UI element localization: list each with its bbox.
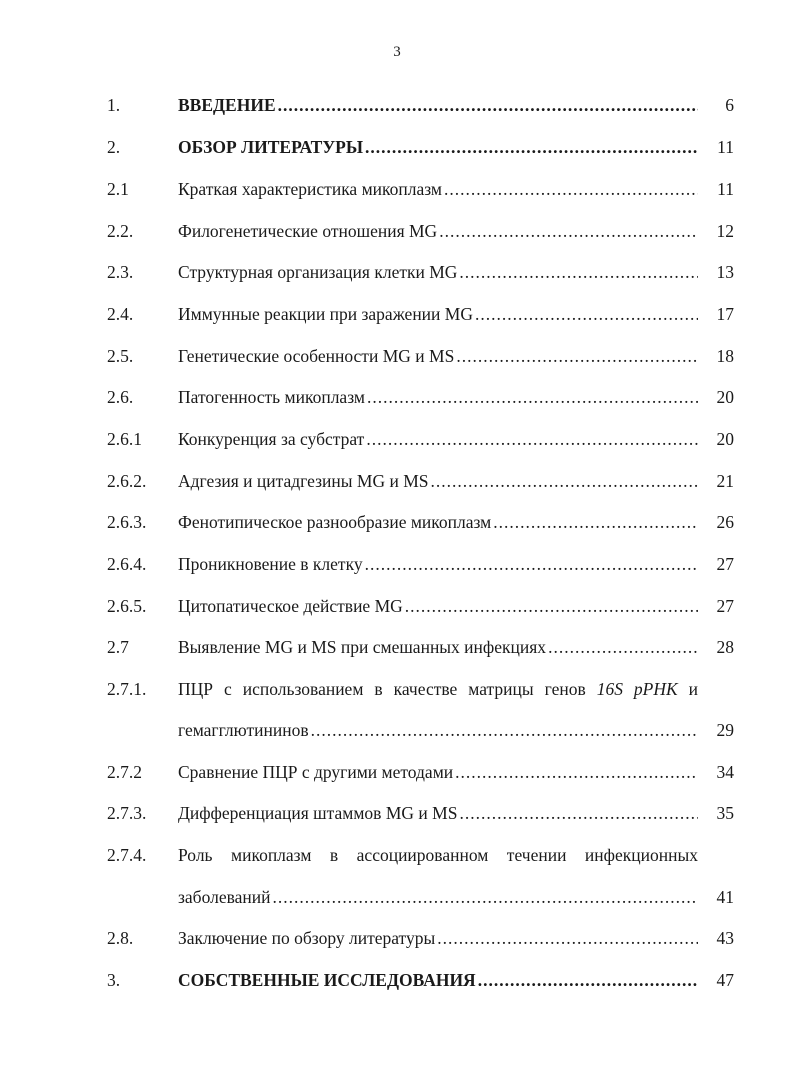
toc-entry-literature-review: [0, 134, 794, 160]
toc-entry-title: Адгезия и цитадгезины MG и MS: [178, 471, 429, 491]
toc-entry-page: 12: [716, 221, 734, 241]
toc-entry-page: 11: [717, 137, 734, 157]
toc-entry: [0, 800, 794, 826]
toc-entry-own-research: [0, 967, 794, 993]
leader-dots: [437, 925, 698, 951]
toc-entry-multiline-line2: [0, 884, 794, 910]
toc-entry-title: Выявление MG и MS при смешанных инфекциях: [178, 637, 547, 657]
toc-entry: [0, 925, 794, 951]
leader-dots: [455, 759, 698, 785]
leader-dots: [444, 176, 698, 202]
toc-entry: [0, 426, 794, 452]
toc-entry-page: 29: [716, 720, 734, 740]
toc-entry: [0, 468, 794, 494]
toc-entry-number: 2.6.4.: [107, 554, 147, 574]
toc-entry-page: 28: [716, 637, 734, 657]
leader-dots: [366, 426, 698, 452]
toc-entry-title: Конкуренция за субстрат: [178, 429, 365, 449]
toc-entry-number: 2.: [107, 137, 121, 157]
toc-entry-title-line1: Роль микоплазм в ассоциированном течении инфекционных: [178, 845, 698, 865]
toc-entry-multiline-line2: [0, 717, 794, 743]
toc-entry-page: 18: [716, 346, 734, 366]
toc-entry-number: 2.2.: [107, 221, 134, 241]
toc-entry-title: Проникновение в клетку: [178, 554, 363, 574]
leader-dots: [405, 593, 698, 619]
toc-entry-page: 41: [716, 887, 734, 907]
toc-entry-page: 20: [716, 387, 734, 407]
toc-entry-number: 1.: [107, 95, 121, 115]
leader-dots: [365, 134, 698, 160]
leader-dots: [493, 509, 698, 535]
leader-dots: [365, 551, 698, 577]
toc-entry: [0, 509, 794, 535]
toc-entry-page: 27: [716, 596, 734, 616]
leader-dots: [367, 384, 698, 410]
page-number: 3: [393, 44, 401, 60]
toc-entry-page: 47: [716, 970, 734, 990]
toc-entry-multiline-line1: [0, 842, 794, 868]
toc-entry-title: Патогенность микоплазм: [178, 387, 365, 407]
toc-entry-number: 2.5.: [107, 346, 134, 366]
gene-name-italic: 16S рРНК: [596, 679, 678, 699]
toc-entry: [0, 384, 794, 410]
toc-entry-page: 34: [716, 762, 734, 782]
toc-entry-title: Филогенетические отношения MG: [178, 221, 438, 241]
toc-entry: [0, 301, 794, 327]
toc-entry-title-line1: ПЦР с использованием в качестве матрицы генов 16S рРНК и: [178, 679, 698, 699]
toc-entry-page: 6: [725, 95, 734, 115]
toc-entry-title: СОБСТВЕННЫЕ ИССЛЕДОВАНИЯ: [178, 970, 476, 990]
toc-entry-number: 2.7.3.: [107, 803, 147, 823]
toc-entry: [0, 259, 794, 285]
toc-entry-number: 2.4.: [107, 304, 134, 324]
leader-dots: [431, 468, 699, 494]
toc-entry-introduction: [0, 92, 794, 118]
toc-entry: [0, 551, 794, 577]
toc-entry-title: Заключение по обзору литературы: [178, 928, 436, 948]
leader-dots: [311, 717, 698, 743]
toc-entry-number: 2.3.: [107, 262, 134, 282]
toc-entry-number: 2.6.3.: [107, 512, 147, 532]
toc-entry-number: 2.1: [107, 179, 129, 199]
toc-entry-page: 20: [716, 429, 734, 449]
toc-entry-number: 3.: [107, 970, 121, 990]
leader-dots: [459, 800, 698, 826]
toc-entry: [0, 593, 794, 619]
leader-dots: [273, 884, 699, 910]
toc-entry-number: 2.6.: [107, 387, 134, 407]
toc-entry-number: 2.7.4.: [107, 845, 147, 865]
toc-entry-title: Фенотипическое разнообразие микоплазм: [178, 512, 492, 532]
toc-entry-page: 11: [717, 179, 734, 199]
toc-entry-title: Генетические особенности MG и MS: [178, 346, 455, 366]
toc-entry-title-line2: гемагглютининов: [178, 720, 309, 740]
toc-entry-page: 43: [716, 928, 734, 948]
toc-entry-page: 35: [716, 803, 734, 823]
leader-dots: [478, 967, 698, 993]
toc-entry-multiline-line1: [0, 676, 794, 702]
leader-dots: [475, 301, 698, 327]
toc-entry-page: 13: [716, 262, 734, 282]
leader-dots: [459, 259, 698, 285]
toc-entry-number: 2.8.: [107, 928, 134, 948]
toc-entry: [0, 759, 794, 785]
leader-dots: [278, 92, 698, 118]
toc-entry: [0, 343, 794, 369]
toc-entry-title: Иммунные реакции при заражении MG: [178, 304, 473, 324]
toc-entry: [0, 634, 794, 660]
toc-entry-page: 17: [716, 304, 734, 324]
toc-entry-title: ВВЕДЕНИЕ: [178, 95, 276, 115]
toc-entry-title: Цитопатическое действие MG: [178, 596, 403, 616]
toc-entry-number: 2.7: [107, 637, 129, 657]
toc-entry-title: Краткая характеристика микоплазм: [178, 179, 442, 199]
toc-entry-title-line2: заболеваний: [178, 887, 271, 907]
toc-entry-page: 26: [716, 512, 734, 532]
toc-entry-title: ОБЗОР ЛИТЕРАТУРЫ: [178, 137, 364, 157]
toc-entry: [0, 218, 794, 244]
toc-entry: [0, 176, 794, 202]
toc-entry-number: 2.7.1.: [107, 679, 147, 699]
toc-entry-title: Дифференциация штаммов MG и MS: [178, 803, 458, 823]
leader-dots: [456, 343, 698, 369]
toc-entry-page: 21: [716, 471, 734, 491]
toc-entry-title: Сравнение ПЦР с другими методами: [178, 762, 454, 782]
toc-entry-number: 2.6.5.: [107, 596, 147, 616]
leader-dots: [439, 218, 698, 244]
toc-entry-title: Структурная организация клетки MG: [178, 262, 458, 282]
leader-dots: [548, 634, 698, 660]
toc-entry-number: 2.7.2: [107, 762, 142, 782]
toc-entry-number: 2.6.2.: [107, 471, 147, 491]
toc-entry-number: 2.6.1: [107, 429, 142, 449]
toc-entry-page: 27: [716, 554, 734, 574]
